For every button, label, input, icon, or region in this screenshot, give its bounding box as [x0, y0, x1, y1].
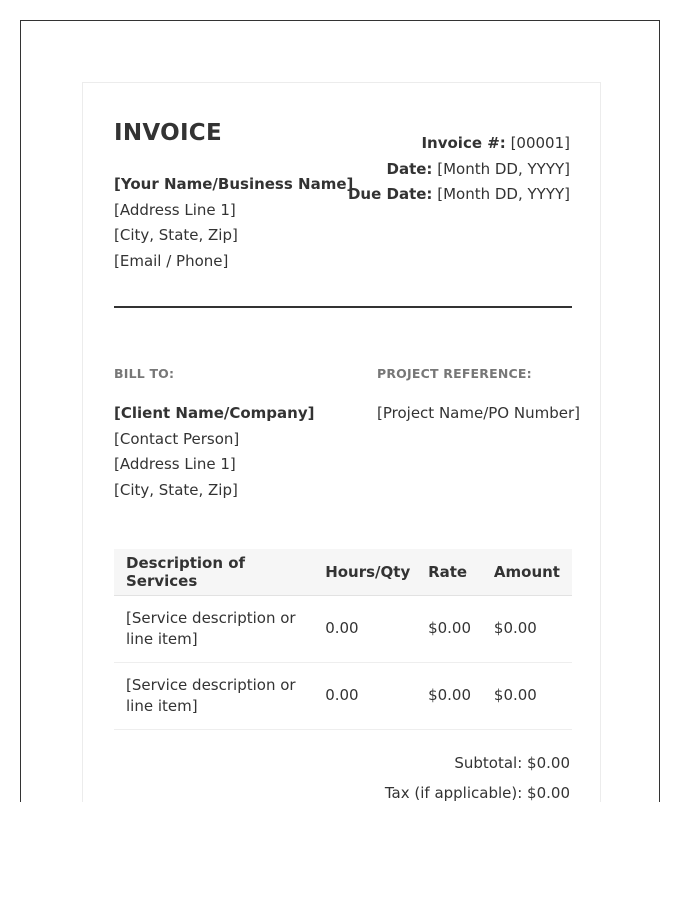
table-header-row — [114, 549, 572, 595]
subtotal: Subtotal: $0.00 — [454, 754, 570, 772]
row-qty: 0.00 — [317, 595, 420, 662]
due-date-row — [348, 182, 570, 208]
table-row — [114, 662, 572, 729]
client-name: [Client Name/Company] — [114, 404, 315, 422]
header-divider — [114, 306, 572, 308]
row-amount: $0.00 — [482, 595, 572, 662]
tax-total: Tax (if applicable): $0.00 — [384, 784, 570, 802]
client-address-line: [Address Line 1] — [114, 455, 236, 473]
bill-to-label: BILL TO: — [114, 366, 175, 381]
col-header-qty: Hours/Qty — [317, 549, 420, 595]
sender-block — [114, 172, 353, 274]
row-rate: $0.00 — [420, 595, 482, 662]
row-description: [Service description or line item] — [114, 595, 317, 662]
invoice-number-label: Invoice #: — [421, 134, 506, 152]
document-frame — [20, 20, 660, 802]
project-reference-label: PROJECT REFERENCE: — [377, 366, 532, 381]
invoice-date-row — [348, 157, 570, 183]
table-row — [114, 595, 572, 662]
invoice-number-row — [348, 131, 570, 157]
col-header-amount: Amount — [482, 549, 572, 595]
invoice-date-label: Date: — [386, 159, 433, 178]
due-date-value: [Month DD, YYYY] — [437, 185, 570, 203]
bill-to-block — [114, 401, 314, 503]
invoice-title: INVOICE — [114, 120, 223, 146]
invoice-date-value: [Month DD, YYYY] — [437, 159, 570, 178]
invoice-sheet — [82, 82, 601, 802]
sender-address-line: [Address Line 1] — [114, 200, 236, 219]
services-table — [114, 549, 572, 730]
row-amount: $0.00 — [482, 662, 572, 729]
sender-name: [Your Name/Business Name] — [114, 175, 354, 193]
sender-contact-line: [Email / Phone] — [114, 251, 229, 270]
col-header-rate: Rate — [420, 549, 482, 595]
due-date-label: Due Date: — [347, 185, 433, 203]
col-header-description: Description of Services — [114, 549, 317, 595]
invoice-number-value: [00001] — [510, 134, 570, 152]
row-qty: 0.00 — [317, 662, 420, 729]
project-reference-value: [Project Name/PO Number] — [377, 404, 580, 422]
invoice-meta — [348, 131, 570, 208]
row-rate: $0.00 — [420, 662, 482, 729]
client-contact-person: [Contact Person] — [114, 429, 240, 448]
sender-city-line: [City, State, Zip] — [114, 226, 238, 244]
client-city-line: [City, State, Zip] — [114, 480, 238, 499]
row-description: [Service description or line item] — [114, 662, 317, 729]
